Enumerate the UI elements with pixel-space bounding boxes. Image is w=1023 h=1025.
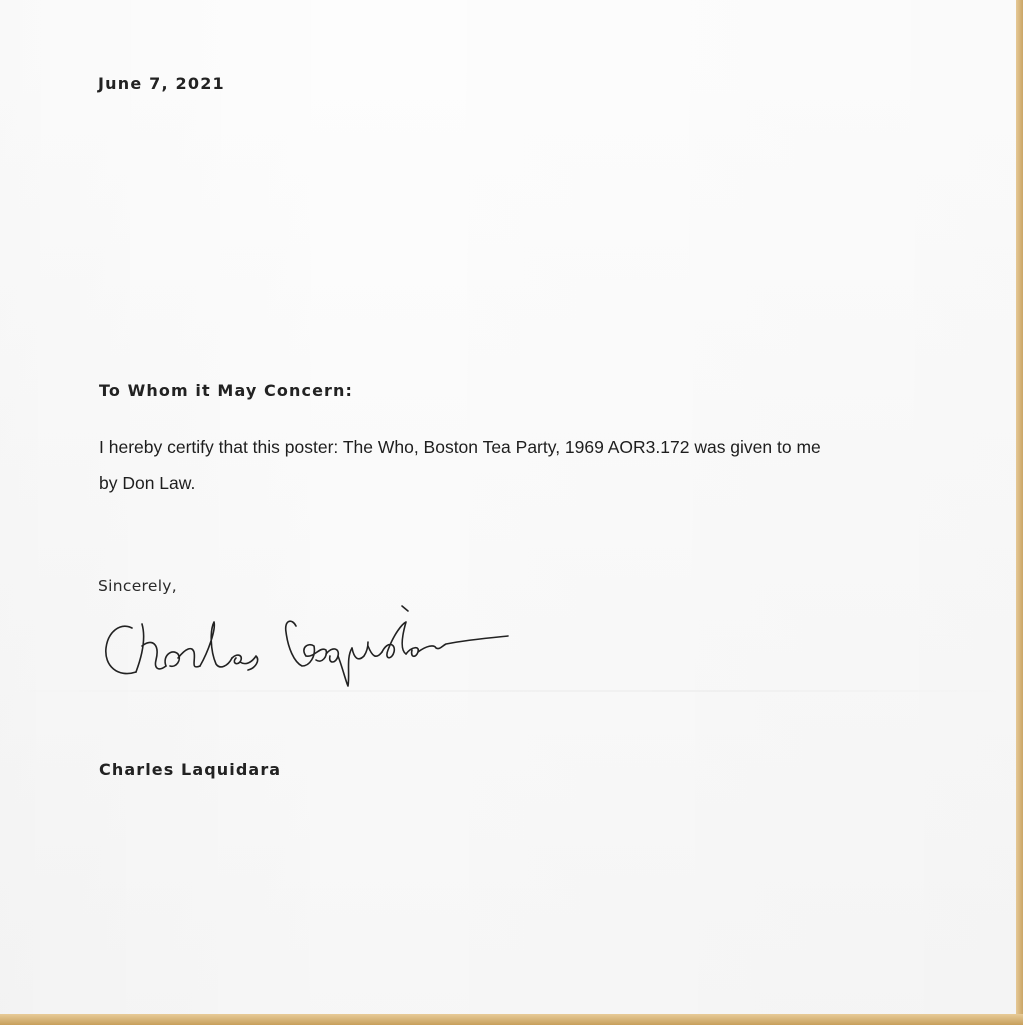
letter-closing: Sincerely,: [98, 577, 178, 595]
table-surface-right: [1016, 0, 1023, 1025]
signer-name: Charles Laquidara: [99, 760, 282, 779]
letter-date: June 7, 2021: [98, 74, 225, 93]
letter-body-line-1: I hereby certify that this poster: The Who, Boston Tea Party, 1969 AOR3.172 was given to me: [99, 437, 821, 457]
letter-body: [99, 429, 949, 501]
handwritten-signature: [96, 586, 516, 691]
table-surface-bottom: [0, 1014, 1023, 1025]
letter-salutation: To Whom it May Concern:: [99, 381, 353, 400]
letter-body-line-2: by Don Law.: [99, 473, 196, 493]
